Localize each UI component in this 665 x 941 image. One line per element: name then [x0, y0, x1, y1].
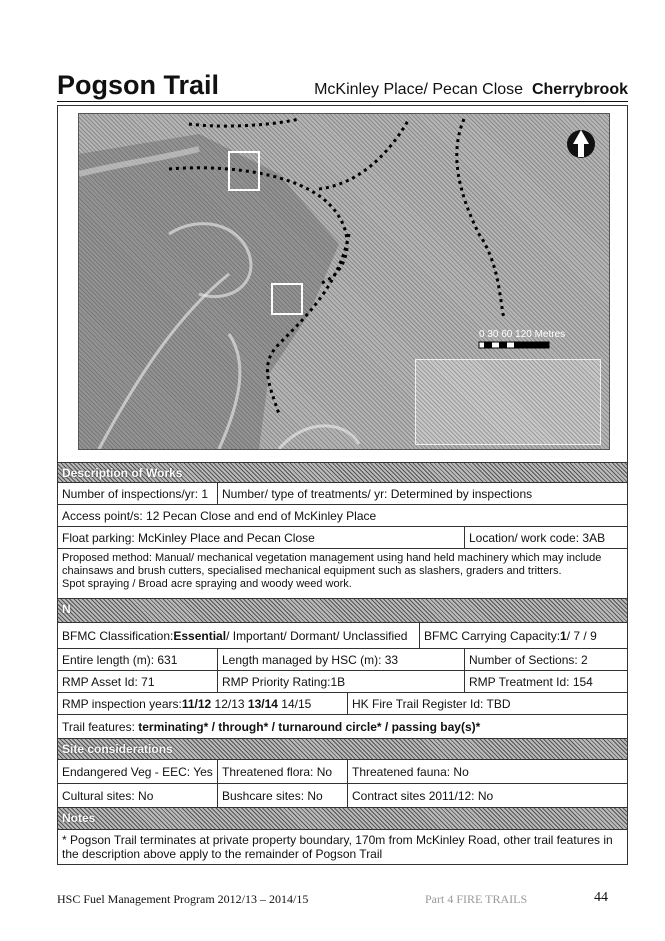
classification-row [57, 623, 628, 649]
register-cell: HK Fire Trail Register Id: TBD [352, 696, 511, 711]
site-row-1 [57, 760, 628, 784]
section-n-title: N [62, 602, 71, 616]
priority-cell: RMP Priority Rating:1B [218, 671, 465, 692]
classification-label: BFMC Classification: [62, 628, 174, 643]
method-text: Proposed method: Manual/ mechanical vegetation management using hand held machinery which may include chainsaws and brush cutters, specialised mechanical equipment such as slashers, graders and tritters. [62, 552, 602, 577]
inspection-years-cell [58, 693, 348, 714]
works-row-4 [57, 549, 628, 599]
insp-label: RMP inspection years: [62, 696, 182, 711]
title-rule [57, 101, 628, 102]
float-parking-cell: Float parking: McKinley Place and Pecan Close [58, 527, 465, 548]
capacity-label: BFMC Carrying Capacity: [424, 628, 561, 643]
classification-rest: / Important/ Dormant/ Unclassified [226, 628, 408, 643]
section-description-header [57, 462, 628, 483]
details-row-3 [57, 693, 628, 715]
details-row-2 [57, 671, 628, 693]
notes-text: * Pogson Trail terminates at private property boundary, 170m from McKinley Road, other trail features in the description above apply to the remainder of Pogson Trail [62, 833, 613, 861]
fauna-cell: Threatened fauna: No [352, 764, 469, 779]
insp-y3: 13/14 [247, 696, 278, 711]
bushcare-cell: Bushcare sites: No [218, 784, 348, 807]
map-legend [415, 359, 601, 445]
contract-cell: Contract sites 2011/12: No [352, 788, 494, 803]
site-row-2 [57, 784, 628, 808]
works-row-2 [57, 505, 628, 527]
footer-program: HSC Fuel Management Program 2012/13 – 2014/15 [57, 892, 309, 906]
capacity-rest: / 7 / 9 [566, 628, 597, 643]
flora-cell: Threatened flora: No [218, 760, 348, 783]
insp-y2: 12/13 [211, 696, 248, 711]
suburb-text: Cherrybrook [531, 81, 628, 98]
works-row-1 [57, 483, 628, 505]
length-cell: Entire length (m): 631 [58, 649, 218, 670]
insp-y4: 14/15 [277, 696, 312, 711]
treatment-cell: RMP Treatment Id: 154 [469, 674, 593, 689]
notes-row [57, 830, 628, 865]
inspections-cell: Number of inspections/yr: 1 [58, 483, 218, 504]
classification-cell [58, 623, 420, 648]
section-description-title: Description of Works [62, 466, 183, 480]
features-label: Trail features: [62, 719, 139, 734]
north-arrow-icon [567, 130, 595, 158]
capacity-cell [420, 623, 627, 648]
details-row-1 [57, 649, 628, 671]
managed-cell: Length managed by HSC (m): 33 [218, 649, 465, 670]
insp-y1: 11/12 [181, 696, 212, 711]
location-code-cell: Location/ work code: 3AB [469, 530, 606, 545]
capacity-bold: 1 [560, 628, 567, 643]
eec-cell: Endangered Veg - EEC: Yes [58, 760, 218, 783]
treatments-cell: Number/ type of treatments/ yr: Determined by inspections [222, 486, 533, 501]
method-cell [58, 549, 627, 594]
section-site-header [57, 739, 628, 760]
page-subtitle [314, 81, 628, 99]
method-text-2: Spot spraying / Broad acre spraying and woody weed work. [62, 578, 352, 590]
access-cell: Access point/s: 12 Pecan Close and end of McKinley Place [62, 508, 377, 523]
page-title: Pogson Trail [57, 70, 220, 100]
classification-essential: Essential [173, 628, 227, 643]
features-row [57, 715, 628, 739]
section-notes-title: Notes [62, 811, 96, 825]
location-text: McKinley Place/ Pecan Close [314, 81, 524, 98]
works-row-3 [57, 527, 628, 549]
features-values: terminating* / through* / turnaround circle* / passing bay(s)* [138, 719, 481, 734]
section-notes-header [57, 808, 628, 830]
footer-page-number: 44 [594, 890, 608, 905]
map-scale: 0 30 60 120 Metres [479, 329, 566, 340]
cultural-cell: Cultural sites: No [58, 784, 218, 807]
asset-cell: RMP Asset Id: 71 [58, 671, 218, 692]
section-site-title: Site considerations [62, 742, 173, 756]
features-cell [58, 715, 627, 738]
sections-cell: Number of Sections: 2 [469, 652, 588, 667]
aerial-map [78, 113, 610, 450]
footer-section: Part 4 FIRE TRAILS [425, 892, 528, 906]
section-n-header [57, 599, 628, 623]
